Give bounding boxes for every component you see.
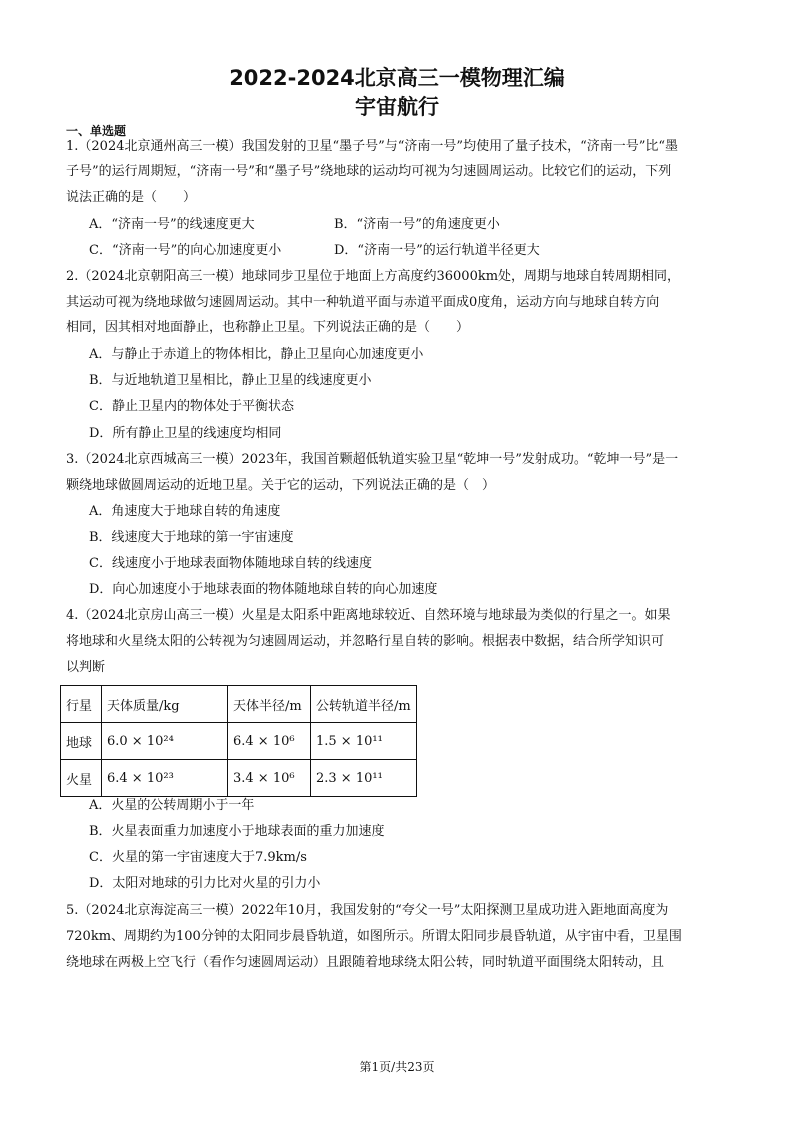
- table-cell: 6.4 × 10⁶: [228, 723, 311, 760]
- table-header-cell: 天体质量/kg: [102, 686, 228, 723]
- question-3-option-b: B．线速度大于地球的第一宇宙速度: [89, 530, 294, 545]
- question-5-line-3: 绕地球在两极上空飞行（看作匀速圆周运动）且跟随着地球绕太阳公转，同时轨道平面围绕太阳转动，且: [66, 955, 665, 970]
- question-3-option-d: D．向心加速度小于地球表面的物体随地球自转的向心加速度: [89, 582, 438, 597]
- table-row: [61, 723, 417, 760]
- question-3-line-2: 颗绕地球做圆周运动的近地卫星。关于它的运动，下列说法正确的是（ ）: [66, 478, 496, 493]
- table-cell: 火星: [61, 760, 102, 797]
- question-4-option-c: C．火星的第一宇宙速度大于7.9km/s: [89, 850, 307, 865]
- table-cell: 6.4 × 10²³: [102, 760, 228, 797]
- question-2-option-d: D．所有静止卫星的线速度均相同: [89, 426, 282, 441]
- table-cell: 2.3 × 10¹¹: [311, 760, 417, 797]
- question-2-line-2: 其运动可视为绕地球做匀速圆周运动。其中一种轨道平面与赤道平面成0度角，运动方向与地球自转方向: [66, 295, 660, 310]
- table-cell: 6.0 × 10²⁴: [102, 723, 228, 760]
- question-2-option-a: A．与静止于赤道上的物体相比，静止卫星向心加速度更小: [89, 347, 424, 362]
- question-3-option-a: A．角速度大于地球自转的角速度: [89, 504, 281, 519]
- question-4-line-3: 以判断: [66, 660, 106, 675]
- question-5-line-2: 720km、周期约为100分钟的太阳同步晨昏轨道，如图所示。所谓太阳同步晨昏轨道，从宇宙中看，卫星围: [66, 929, 682, 944]
- question-1-option-c: C．“济南一号”的向心加速度更小: [89, 243, 282, 258]
- question-5-line-1: 5.（2024北京海淀高三一模）2022年10月，我国发射的“夸父一号”太阳探测卫星成功进入距地面高度为: [66, 903, 669, 918]
- question-2-option-b: B．与近地轨道卫星相比，静止卫星的线速度更小: [89, 373, 372, 388]
- question-4-line-2: 将地球和火星绕太阳的公转视为匀速圆周运动，并忽略行星自转的影响。根据表中数据，结合所学知识可: [66, 634, 665, 649]
- question-3-option-c: C．线速度小于地球表面物体随地球自转的线速度: [89, 556, 372, 571]
- question-2-option-c: C．静止卫星内的物体处于平衡状态: [89, 399, 294, 414]
- question-4-option-a: A．火星的公转周期小于一年: [89, 798, 255, 813]
- question-1-line-3: 说法正确的是（ ）: [66, 190, 197, 205]
- question-4-option-d: D．太阳对地球的引力比对火星的引力小: [89, 876, 321, 891]
- question-1-option-d: D．“济南一号”的运行轨道半径更大: [334, 243, 540, 258]
- table-cell: 地球: [61, 723, 102, 760]
- table-row: [61, 760, 417, 797]
- table-cell: 1.5 × 10¹¹: [311, 723, 417, 760]
- page-number: 第1页/共23页: [359, 1060, 435, 1074]
- section-heading: 一、单选题: [66, 124, 127, 138]
- question-1-option-b: B．“济南一号”的角速度更小: [334, 217, 500, 232]
- table-header-cell: 公转轨道半径/m: [311, 686, 417, 723]
- document-subtitle: 宇宙航行: [355, 95, 439, 119]
- question-2-line-1: 2.（2024北京朝阳高三一模）地球同步卫星位于地面上方高度约36000km处，周期与地球自转周期相同，: [66, 269, 681, 284]
- question-1-option-a: A．“济南一号”的线速度更大: [89, 217, 255, 232]
- planet-data-table: [60, 685, 417, 797]
- table-header-row: [61, 686, 417, 723]
- table-header-cell: 天体半径/m: [228, 686, 311, 723]
- document-title: 2022-2024北京高三一模物理汇编: [229, 66, 565, 90]
- question-1-line-2: 子号”的运行周期短，“济南一号”和“墨子号”绕地球的运动均可视为匀速圆周运动。比较它们的运动，下列: [66, 164, 672, 179]
- table-header-cell: 行星: [61, 686, 102, 723]
- question-4-line-1: 4.（2024北京房山高三一模）火星是太阳系中距离地球较近、自然环境与地球最为类似的行星之一。如果: [66, 608, 671, 623]
- question-3-line-1: 3.（2024北京西城高三一模）2023年，我国首颗超低轨道实验卫星“乾坤一号”发射成功。“乾坤一号”是一: [66, 452, 679, 467]
- question-2-line-3: 相同，因其相对地面静止，也称静止卫星。下列说法正确的是（ ）: [66, 320, 470, 335]
- question-1-line-1: 1.（2024北京通州高三一模）我国发射的卫星“墨子号”与“济南一号”均使用了量子技术，“济南一号”比“墨: [66, 139, 679, 154]
- table-cell: 3.4 × 10⁶: [228, 760, 311, 797]
- question-4-option-b: B．火星表面重力加速度小于地球表面的重力加速度: [89, 824, 385, 839]
